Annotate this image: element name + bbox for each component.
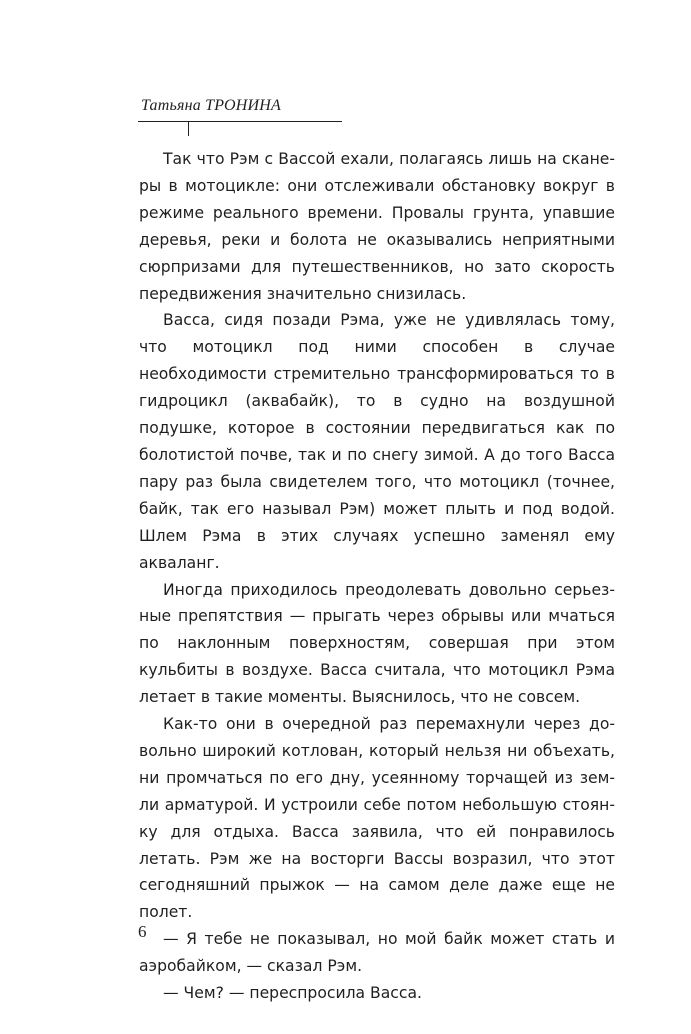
body-text (139, 146, 615, 1007)
running-head: Татьяна ТРОНИНА (141, 97, 281, 114)
page-number: 6 (138, 922, 147, 941)
header-rule-tick (188, 121, 189, 136)
paragraph: Иногда приходилось преодолевать довольно серьезные препятствия — прыгать через обрывы или мчаться по наклонным поверхностям, совершая при этом кульбиты в воздухе. Васса считала, что мотоцикл Рэма летает в такие моменты. Выяснилось, что не совсем. (139, 580, 615, 707)
paragraph: Как-то они в очередной раз перемахнули через довольно широкий котлован, который нельзя ни объехать, ни промчаться по его дну, усеянному торчащей из земли арматурой. И устроили себе потом небольшую стоянку для отдыха. Васса заявила, что ей понравилось летать. Рэм же на восторги Вассы возразил, что этот сегодняшний прыжок — на самом деле даже еще не полет. (139, 715, 615, 922)
paragraph: Васса, сидя позади Рэма, уже не удивлялась тому, что мотоцикл под ними способен в случае необходимости стремительно трансформироваться то в гидроцикл (аквабайк), то в судно на воздушной подушке, которое в состоянии передвигаться как по болотистой почве, так и по снегу зимой. А до того Васса пару раз была свидетелем того, что мотоцикл (точнее, байк, так его называл Рэм) может плыть и под водой. Шлем Рэма в этих случаях успешно заменял ему акваланг. (139, 311, 615, 572)
dialogue-line: — Я тебе не показывал, но мой байк может стать и аэробайком, — сказал Рэм. (139, 930, 615, 976)
header-rule (138, 121, 342, 122)
dialogue-line: — Чем? — переспросила Васса. (163, 984, 422, 1003)
paragraph: Так что Рэм с Вассой ехали, полагаясь лишь на сканеры в мотоцикле: они отслеживали обстановку вокруг в режиме реального времени. Провалы грунта, упавшие деревья, реки и болота не оказывались неприятными сюрпризами для путешественников, но зато скорость передвижения значительно снизилась. (139, 150, 615, 303)
